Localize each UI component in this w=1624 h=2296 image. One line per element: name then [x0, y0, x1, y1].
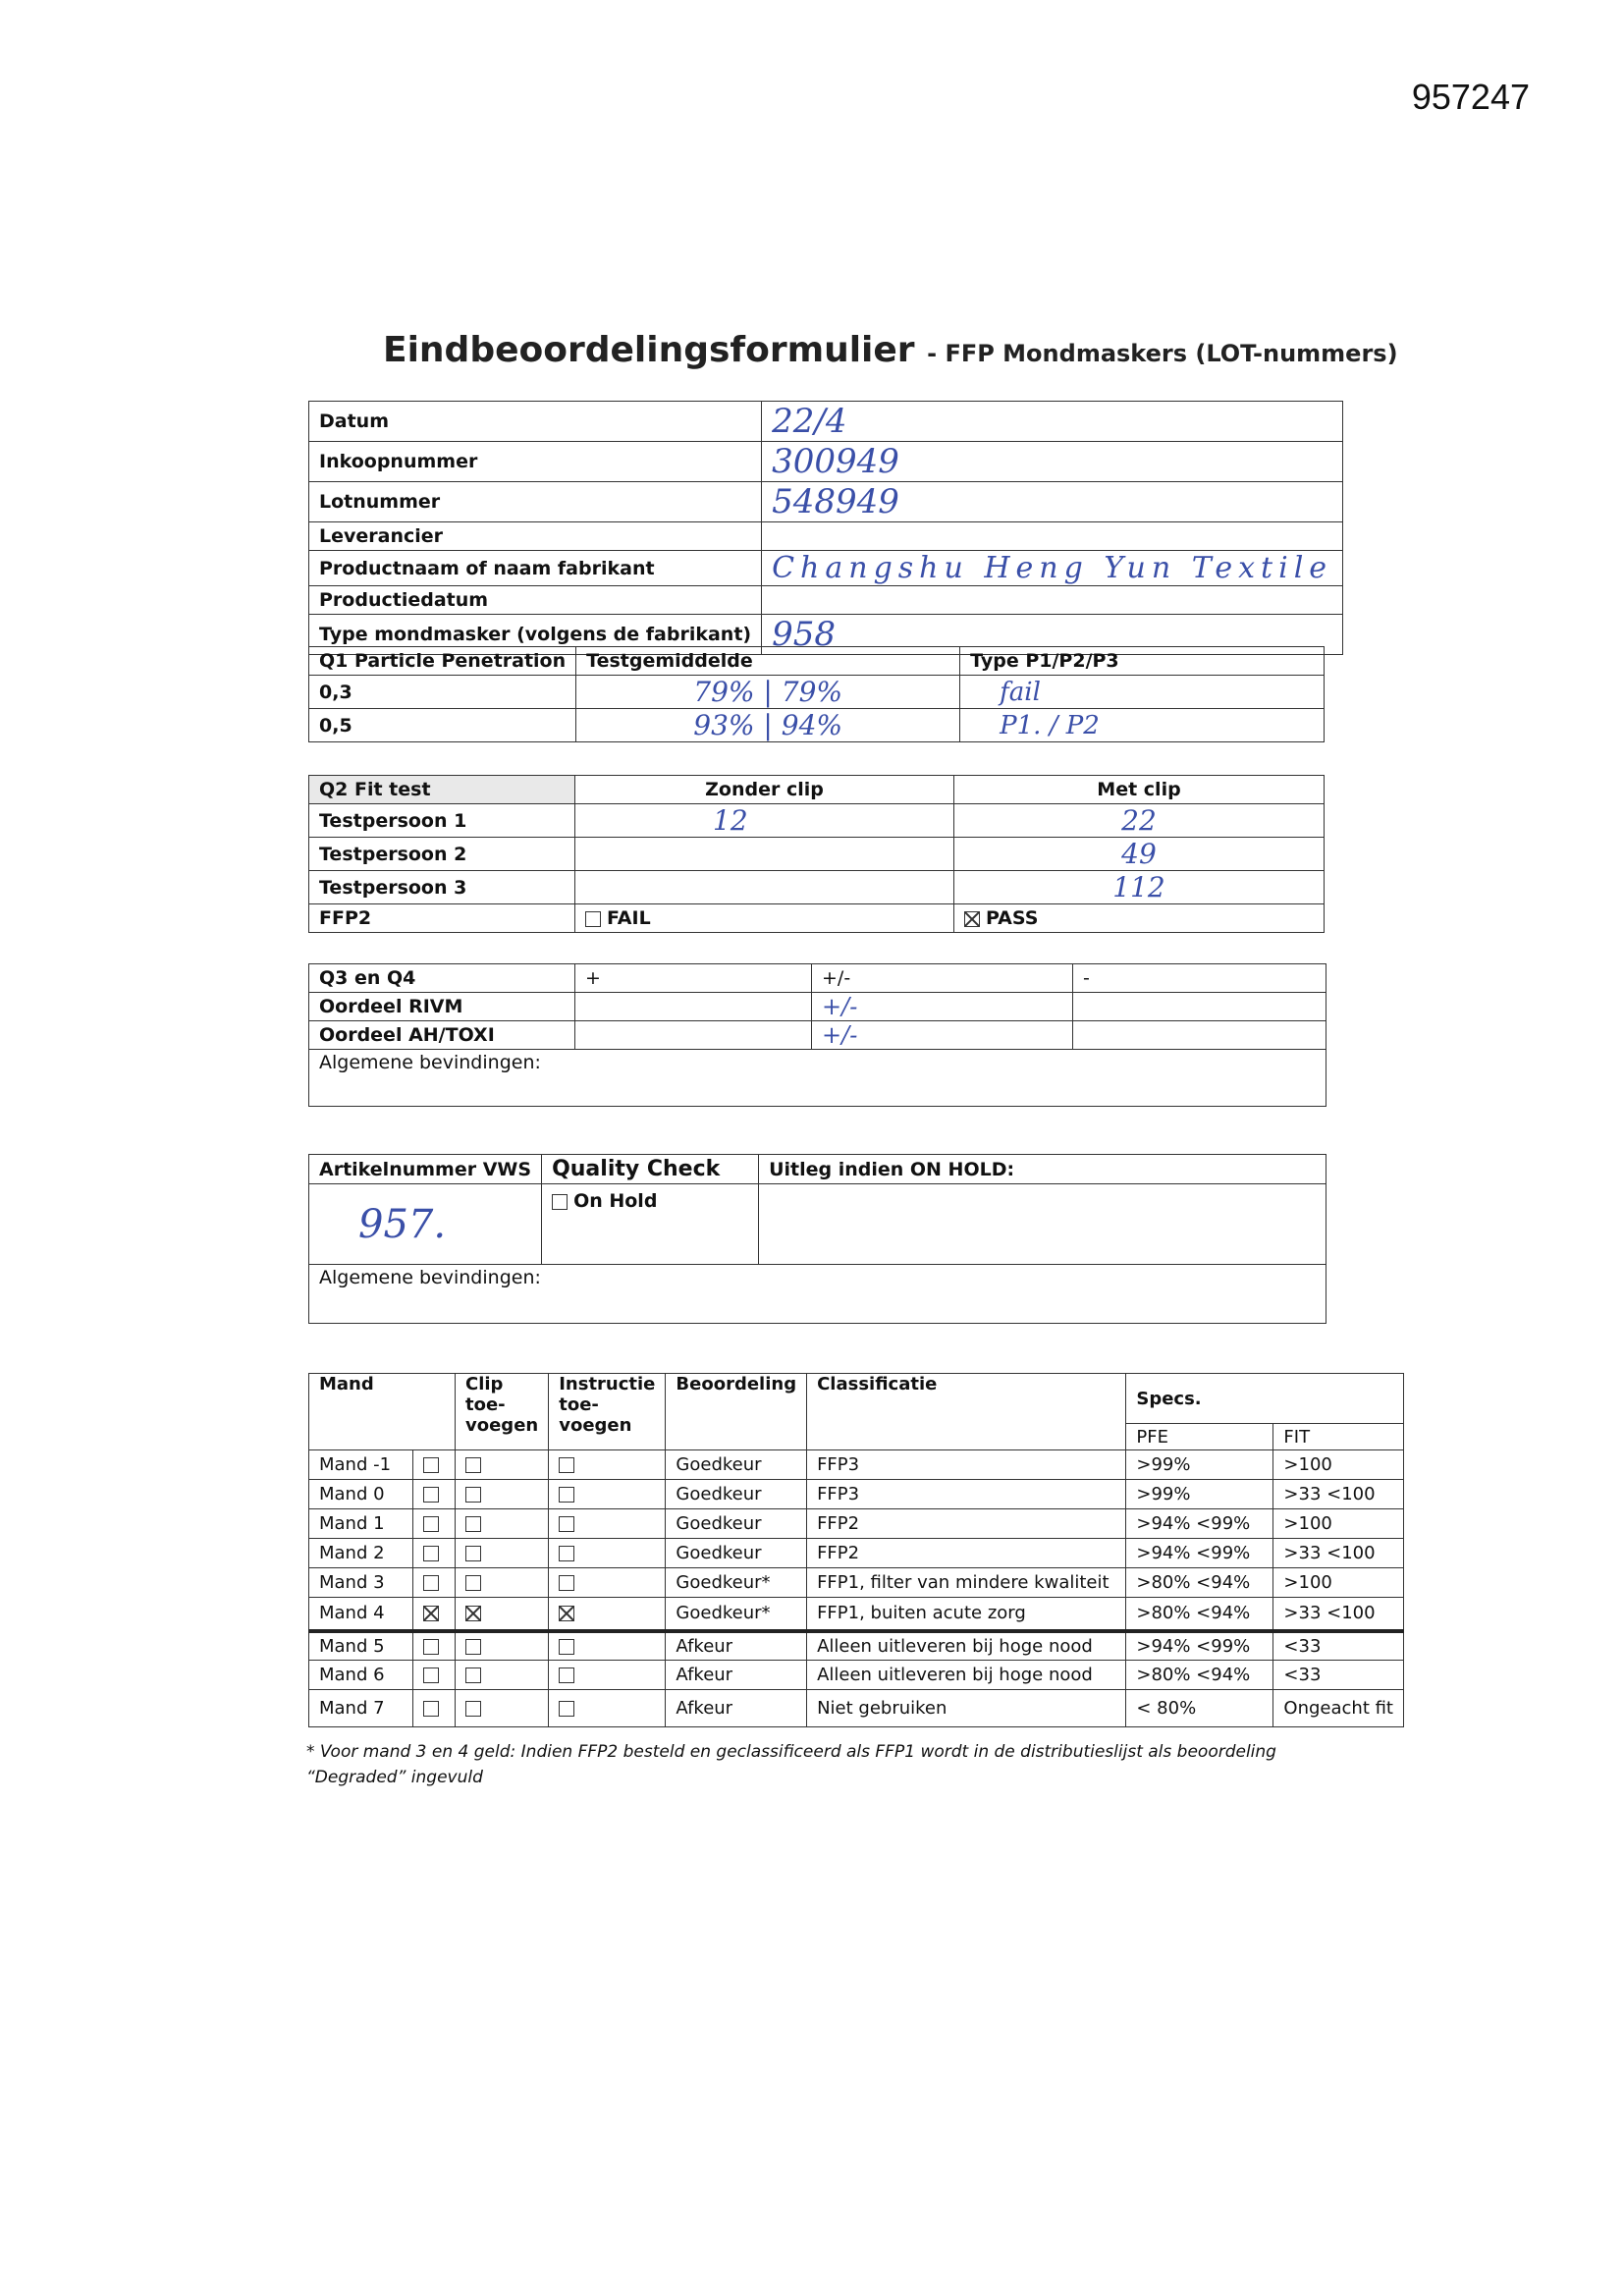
q2-testpersoon-label: Testpersoon 3 [309, 871, 575, 904]
article-table [308, 1154, 1326, 1324]
specs-header: Specs. [1126, 1374, 1404, 1424]
q2-testpersoon-label: Testpersoon 2 [309, 838, 575, 871]
pfe-value: >80% <94% [1126, 1598, 1273, 1631]
clip-checkbox-cell[interactable] [456, 1539, 549, 1568]
label-inkoopnummer: Inkoopnummer [309, 442, 762, 482]
mand-checkbox[interactable] [423, 1667, 439, 1683]
mand-checkbox[interactable] [423, 1546, 439, 1561]
clip-checkbox-cell[interactable] [456, 1661, 549, 1690]
instructie-checkbox-cell[interactable] [549, 1661, 666, 1690]
instructie-checkbox-cell[interactable] [549, 1480, 666, 1509]
value-datum: 22/4 [762, 402, 1343, 442]
q3-oordeel-ahtoxi-label: Oordeel AH/TOXI [309, 1021, 575, 1050]
value-type-mondmasker: 958 [762, 615, 1343, 655]
fit-value: <33 [1273, 1631, 1404, 1661]
q1-row-label: 0,3 [309, 676, 576, 709]
q2-table [308, 775, 1325, 933]
mand-label: Mand 2 [309, 1539, 413, 1568]
pass-label: PASS [986, 907, 1039, 929]
instructie-checkbox-cell[interactable] [549, 1568, 666, 1598]
pfe-value: >99% [1126, 1480, 1273, 1509]
instructie-checkbox-cell[interactable] [549, 1509, 666, 1539]
clip-checkbox-cell[interactable] [456, 1480, 549, 1509]
clip-checkbox[interactable] [465, 1701, 481, 1717]
instructie-checkbox[interactable] [559, 1667, 574, 1683]
classificatie-header: Classificatie [807, 1374, 1126, 1450]
mand-checkbox-cell[interactable] [413, 1690, 456, 1727]
classificatie-value: FFP3 [807, 1480, 1126, 1509]
label-type-mondmasker: Type mondmasker (volgens de fabrikant) [309, 615, 762, 655]
classificatie-value: FFP1, filter van mindere kwaliteit [807, 1568, 1126, 1598]
q3-table [308, 963, 1326, 1107]
fit-value: >33 <100 [1273, 1539, 1404, 1568]
mand-checkbox[interactable] [423, 1457, 439, 1473]
q3-rivm-plusminus: +/- [812, 993, 1073, 1021]
q1-header-type: Type P1/P2/P3 [960, 647, 1325, 676]
clip-checkbox[interactable] [465, 1516, 481, 1532]
q2-met-value: 112 [954, 871, 1325, 904]
clip-checkbox-cell[interactable] [456, 1568, 549, 1598]
classificatie-value: FFP1, buiten acute zorg [807, 1598, 1126, 1631]
instructie-checkbox[interactable] [559, 1575, 574, 1591]
clip-checkbox-cell[interactable] [456, 1509, 549, 1539]
instructie-checkbox[interactable] [559, 1701, 574, 1717]
label-productnaam: Productnaam of naam fabrikant [309, 551, 762, 586]
mand-checkbox[interactable] [423, 1575, 439, 1591]
fit-value: >100 [1273, 1568, 1404, 1598]
fit-value: <33 [1273, 1661, 1404, 1690]
q2-header-met: Met clip [954, 776, 1325, 804]
mand-checkbox-cell[interactable] [413, 1480, 456, 1509]
q3-header-plusminus: +/- [812, 964, 1073, 993]
beoordeling-value: Afkeur [666, 1631, 807, 1661]
mand-table [308, 1373, 1404, 1727]
value-lotnummer: 548949 [762, 482, 1343, 522]
instructie-checkbox[interactable] [559, 1487, 574, 1503]
article-general-findings: Algemene bevindingen: [309, 1265, 1326, 1324]
beoordeling-value: Goedkeur* [666, 1598, 807, 1631]
instructie-checkbox-cell[interactable] [549, 1450, 666, 1480]
q1-row-type: P1. / P2 [960, 709, 1325, 742]
clip-checkbox-cell[interactable] [456, 1598, 549, 1631]
mand-checkbox-cell[interactable] [413, 1450, 456, 1480]
instructie-checkbox-cell[interactable] [549, 1539, 666, 1568]
instructie-header: Instructie toe-voegen [549, 1374, 666, 1450]
classificatie-value: FFP3 [807, 1450, 1126, 1480]
fail-checkbox[interactable] [585, 911, 601, 927]
uitleg-field[interactable] [759, 1184, 1326, 1265]
clip-checkbox-cell[interactable] [456, 1631, 549, 1661]
article-number-value: 957. [309, 1184, 542, 1265]
value-leverancier [762, 522, 1343, 551]
mand-checkbox[interactable] [423, 1639, 439, 1655]
instructie-checkbox[interactable] [559, 1457, 574, 1473]
clip-checkbox[interactable] [465, 1575, 481, 1591]
mand-checkbox[interactable] [423, 1701, 439, 1717]
mand-checkbox-cell[interactable] [413, 1661, 456, 1690]
label-datum: Datum [309, 402, 762, 442]
mand-label: Mand 6 [309, 1661, 413, 1690]
label-productiedatum: Productiedatum [309, 586, 762, 615]
q1-row-value: 79% | 79% [576, 676, 960, 709]
on-hold-label: On Hold [573, 1190, 658, 1212]
pfe-value: >99% [1126, 1450, 1273, 1480]
q3-ahtoxi-plusminus: +/- [812, 1021, 1073, 1050]
mand-checkbox-cell[interactable] [413, 1568, 456, 1598]
fit-value: >100 [1273, 1509, 1404, 1539]
q3-header-label: Q3 en Q4 [309, 964, 575, 993]
classificatie-value: Niet gebruiken [807, 1690, 1126, 1727]
clip-checkbox[interactable] [465, 1457, 481, 1473]
fit-value: >100 [1273, 1450, 1404, 1480]
q2-header-zonder: Zonder clip [575, 776, 954, 804]
beoordeling-value: Goedkeur [666, 1480, 807, 1509]
q2-zonder-value [575, 871, 954, 904]
instructie-checkbox[interactable] [559, 1639, 574, 1655]
fail-label: FAIL [607, 907, 651, 929]
clip-checkbox[interactable] [465, 1639, 481, 1655]
clip-checkbox[interactable] [465, 1546, 481, 1561]
q2-fail-option[interactable] [575, 904, 954, 933]
instructie-checkbox[interactable] [559, 1546, 574, 1561]
q1-row-type: fail [960, 676, 1325, 709]
q2-ffp2-label: FFP2 [309, 904, 575, 933]
beoordeling-value: Goedkeur [666, 1509, 807, 1539]
mand-label: Mand 7 [309, 1690, 413, 1727]
mand-checkbox-cell[interactable] [413, 1598, 456, 1631]
mand-label: Mand 1 [309, 1509, 413, 1539]
beoordeling-value: Afkeur [666, 1661, 807, 1690]
mand-checkbox[interactable] [423, 1606, 439, 1621]
beoordeling-value: Goedkeur [666, 1450, 807, 1480]
q3-ahtoxi-minus [1073, 1021, 1326, 1050]
q2-zonder-value [575, 838, 954, 871]
pass-checkbox[interactable] [964, 911, 980, 927]
mand-checkbox-cell[interactable] [413, 1509, 456, 1539]
q2-pass-option[interactable] [954, 904, 1325, 933]
instructie-checkbox-cell[interactable] [549, 1690, 666, 1727]
mand-label: Mand 4 [309, 1598, 413, 1631]
pfe-value: >94% <99% [1126, 1539, 1273, 1568]
form-subtitle: - FFP Mondmaskers (LOT-nummers) [927, 340, 1398, 367]
q1-header-label: Q1 Particle Penetration [309, 647, 576, 676]
q3-general-findings: Algemene bevindingen: [309, 1050, 1326, 1107]
value-productiedatum [762, 586, 1343, 615]
instructie-checkbox-cell[interactable] [549, 1598, 666, 1631]
q2-testpersoon-label: Testpersoon 1 [309, 804, 575, 838]
pfe-header: PFE [1126, 1424, 1273, 1450]
article-header-uitleg: Uitleg indien ON HOLD: [759, 1155, 1326, 1184]
mand-label: Mand 3 [309, 1568, 413, 1598]
pfe-value: >94% <99% [1126, 1509, 1273, 1539]
fit-header: FIT [1273, 1424, 1404, 1450]
clip-checkbox-cell[interactable] [456, 1690, 549, 1727]
value-inkoopnummer: 300949 [762, 442, 1343, 482]
clip-header: Clip toe-voegen [456, 1374, 549, 1450]
pfe-value: >80% <94% [1126, 1661, 1273, 1690]
q3-rivm-minus [1073, 993, 1326, 1021]
fit-value: >33 <100 [1273, 1598, 1404, 1631]
classificatie-value: FFP2 [807, 1539, 1126, 1568]
article-header-artikel: Artikelnummer VWS [309, 1155, 542, 1184]
q3-rivm-plus [575, 993, 812, 1021]
on-hold-checkbox[interactable] [552, 1194, 568, 1210]
q1-row-label: 0,5 [309, 709, 576, 742]
footnote-line-1: * Voor mand 3 en 4 geld: Indien FFP2 besteld en geclassificeerd als FFP1 wordt in de distributieslijst als beoordeling [306, 1742, 1276, 1762]
document-number: 957247 [1411, 77, 1530, 117]
q2-met-value: 22 [954, 804, 1325, 838]
pfe-value: < 80% [1126, 1690, 1273, 1727]
beoordeling-value: Goedkeur [666, 1539, 807, 1568]
mand-checkbox-cell[interactable] [413, 1539, 456, 1568]
q1-header-testgemiddelde: Testgemiddelde [576, 647, 960, 676]
fit-value: Ongeacht fit [1273, 1690, 1404, 1727]
classificatie-value: Alleen uitleveren bij hoge nood [807, 1661, 1126, 1690]
info-table [308, 401, 1343, 655]
form-title-main: Eindbeoordelingsformulier [383, 330, 915, 370]
q2-header-label: Q2 Fit test [309, 776, 575, 804]
form-title [383, 330, 1398, 370]
classificatie-value: Alleen uitleveren bij hoge nood [807, 1631, 1126, 1661]
classificatie-value: FFP2 [807, 1509, 1126, 1539]
mand-checkbox-cell[interactable] [413, 1631, 456, 1661]
q3-ahtoxi-plus [575, 1021, 812, 1050]
q2-zonder-value: 12 [575, 804, 954, 838]
q3-header-plus: + [575, 964, 812, 993]
pfe-value: >80% <94% [1126, 1568, 1273, 1598]
mand-header: Mand [309, 1374, 456, 1450]
label-leverancier: Leverancier [309, 522, 762, 551]
clip-checkbox[interactable] [465, 1487, 481, 1503]
fit-value: >33 <100 [1273, 1480, 1404, 1509]
q1-row-value: 93% | 94% [576, 709, 960, 742]
mand-checkbox[interactable] [423, 1487, 439, 1503]
footnote-line-2: “Degraded” ingevuld [306, 1768, 483, 1787]
q3-header-minus: - [1073, 964, 1326, 993]
q2-met-value: 49 [954, 838, 1325, 871]
article-header-quality: Quality Check [542, 1155, 759, 1184]
mand-label: Mand 5 [309, 1631, 413, 1661]
pfe-value: >94% <99% [1126, 1631, 1273, 1661]
mand-label: Mand 0 [309, 1480, 413, 1509]
label-lotnummer: Lotnummer [309, 482, 762, 522]
clip-checkbox[interactable] [465, 1606, 481, 1621]
beoordeling-header: Beoordeling [666, 1374, 807, 1450]
on-hold-option[interactable] [542, 1184, 759, 1265]
mand-checkbox[interactable] [423, 1516, 439, 1532]
instructie-checkbox[interactable] [559, 1516, 574, 1532]
instructie-checkbox-cell[interactable] [549, 1631, 666, 1661]
beoordeling-value: Goedkeur* [666, 1568, 807, 1598]
q1-table [308, 646, 1325, 742]
mand-label: Mand -1 [309, 1450, 413, 1480]
clip-checkbox[interactable] [465, 1667, 481, 1683]
value-productnaam: Changshu Heng Yun Textile [762, 551, 1343, 586]
beoordeling-value: Afkeur [666, 1690, 807, 1727]
instructie-checkbox[interactable] [559, 1606, 574, 1621]
q3-oordeel-rivm-label: Oordeel RIVM [309, 993, 575, 1021]
clip-checkbox-cell[interactable] [456, 1450, 549, 1480]
